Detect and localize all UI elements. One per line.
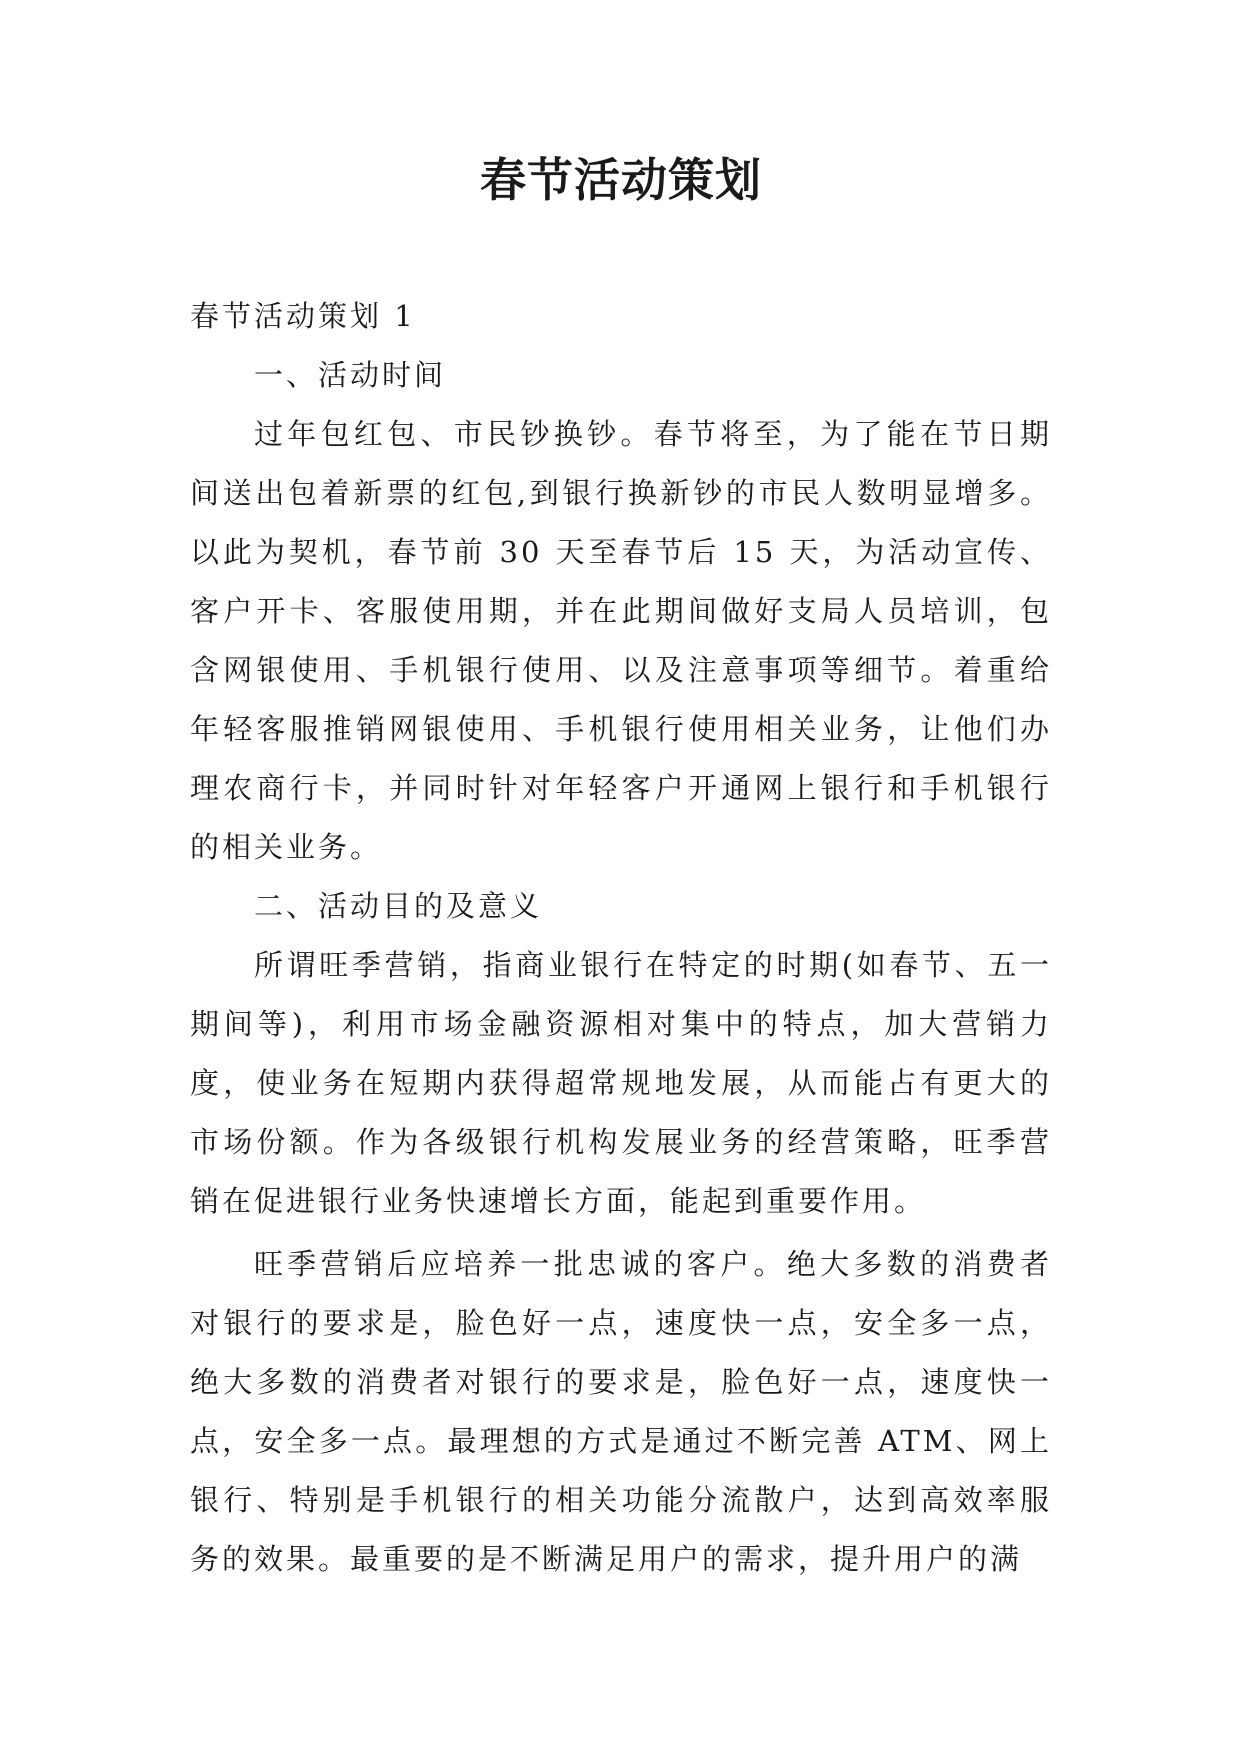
paragraph-loyal-customers: 旺季营销后应培养一批忠诚的客户。绝大多数的消费者对银行的要求是，脸色好一点，速度快一点，安全多一点，绝大多数的消费者对银行的要求是，脸色好一点，速度快一点，安全多一点。最理想的方式是通过不断完善 ATM、网上银行、特别是手机银行的相关功能分流散户，达到高效率服务的效果。最重要的是不断满足用户的需求，提升用户的满 <box>190 1247 1052 1576</box>
paragraph-activity-time: 过年包红包、市民钞换钞。春节将至，为了能在节日期间送出包着新票的红包,到银行换新钞的市民人数明显增多。以此为契机，春节前 30 天至春节后 15 天，为活动宣传、客户开卡、客服使用期，并在此期间做好支局人员培训，包含网银使用、手机银行使用、以及注意事项等细节。着重给年轻客服推销网银使用、手机银行使用相关业务，让他们办理农商行卡，并同时针对年轻客户开通网上银行和手机银行的相关业务。 <box>190 417 1052 864</box>
heading-activity-purpose: 二、活动目的及意义 <box>254 889 543 923</box>
document-title: 春节活动策划 <box>480 153 762 207</box>
document-body <box>190 287 1052 1589</box>
section-title: 春节活动策划 1 <box>190 299 416 333</box>
heading-activity-time: 一、活动时间 <box>254 358 447 392</box>
document-page <box>190 0 1052 1754</box>
paragraph-peak-season-marketing: 所谓旺季营销，指商业银行在特定的时期(如春节、五一期间等)，利用市场金融资源相对集中的特点，加大营销力度，使业务在短期内获得超常规地发展，从而能占有更大的市场份额。作为各级银行机构发展业务的经营策略，旺季营销在促进银行业务快速增长方面，能起到重要作用。 <box>190 948 1052 1218</box>
